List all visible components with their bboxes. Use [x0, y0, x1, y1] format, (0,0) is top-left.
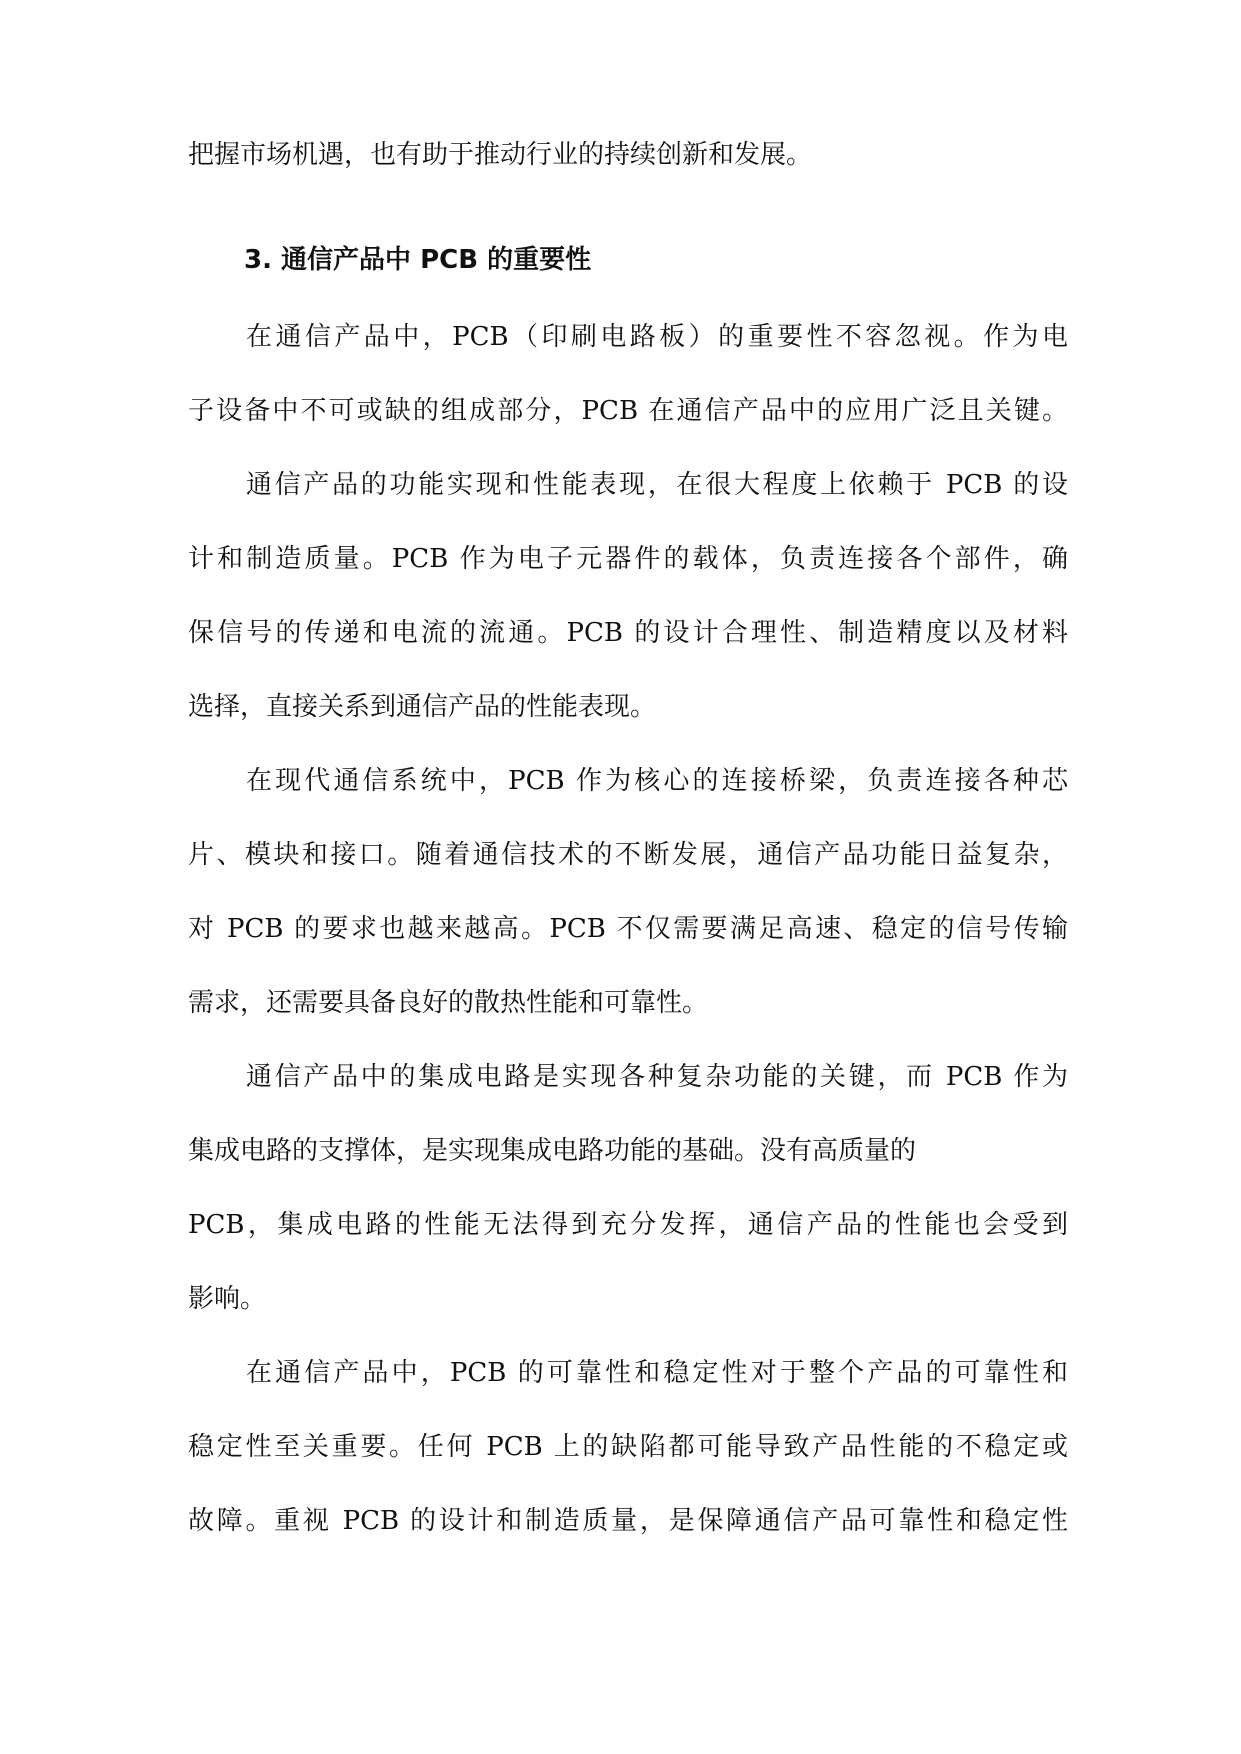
text-line: 在通信产品中，PCB 的可靠性和稳定性对于整个产品的可靠性和 [246, 1358, 1068, 1388]
text-line: 计和制造质量。PCB 作为电子元器件的载体，负责连接各个部件，确 [188, 544, 1068, 574]
paragraph [188, 300, 1068, 448]
text-line: 通信产品的功能实现和性能表现，在很大程度上依赖于 PCB 的设 [246, 470, 1068, 500]
text-line: 对 PCB 的要求也越来越高。PCB 不仅需要满足高速、稳定的信号传输 [188, 914, 1068, 944]
text-line: 集成电路的支撑体，是实现集成电路功能的基础。没有高质量的 [188, 1136, 917, 1166]
text-line: 选择，直接关系到通信产品的性能表现。 [188, 692, 657, 722]
section-heading: 3. 通信产品中 PCB 的重要性 [244, 245, 592, 275]
text-line: 需求，还需要具备良好的散热性能和可靠性。 [188, 988, 709, 1018]
text-line: 故障。重视 PCB 的设计和制造质量，是保障通信产品可靠性和稳定性 [188, 1506, 1068, 1536]
text-line: 稳定性至关重要。任何 PCB 上的缺陷都可能导致产品性能的不稳定或 [188, 1432, 1068, 1462]
text-line: 片、模块和接口。随着通信技术的不断发展，通信产品功能日益复杂， [188, 840, 1068, 870]
paragraph [188, 448, 1068, 744]
text-line: PCB，集成电路的性能无法得到充分发挥，通信产品的性能也会受到 [188, 1210, 1068, 1240]
paragraph [188, 1336, 1068, 1558]
document-page [188, 118, 1068, 1558]
text-line: 子设备中不可或缺的组成部分，PCB 在通信产品中的应用广泛且关键。 [188, 396, 1068, 426]
paragraph [188, 1040, 1068, 1336]
text-line: 影响。 [188, 1284, 267, 1314]
text-line: 把握市场机遇，也有助于推动行业的持续创新和发展。 [188, 140, 813, 170]
text-line: 保信号的传递和电流的流通。PCB 的设计合理性、制造精度以及材料 [188, 618, 1068, 648]
text-line: 在现代通信系统中，PCB 作为核心的连接桥梁，负责连接各种芯 [246, 766, 1068, 796]
paragraph [188, 744, 1068, 1040]
text-line: 通信产品中的集成电路是实现各种复杂功能的关键，而 PCB 作为 [246, 1062, 1068, 1092]
text-line: 在通信产品中，PCB（印刷电路板）的重要性不容忽视。作为电 [246, 322, 1068, 352]
